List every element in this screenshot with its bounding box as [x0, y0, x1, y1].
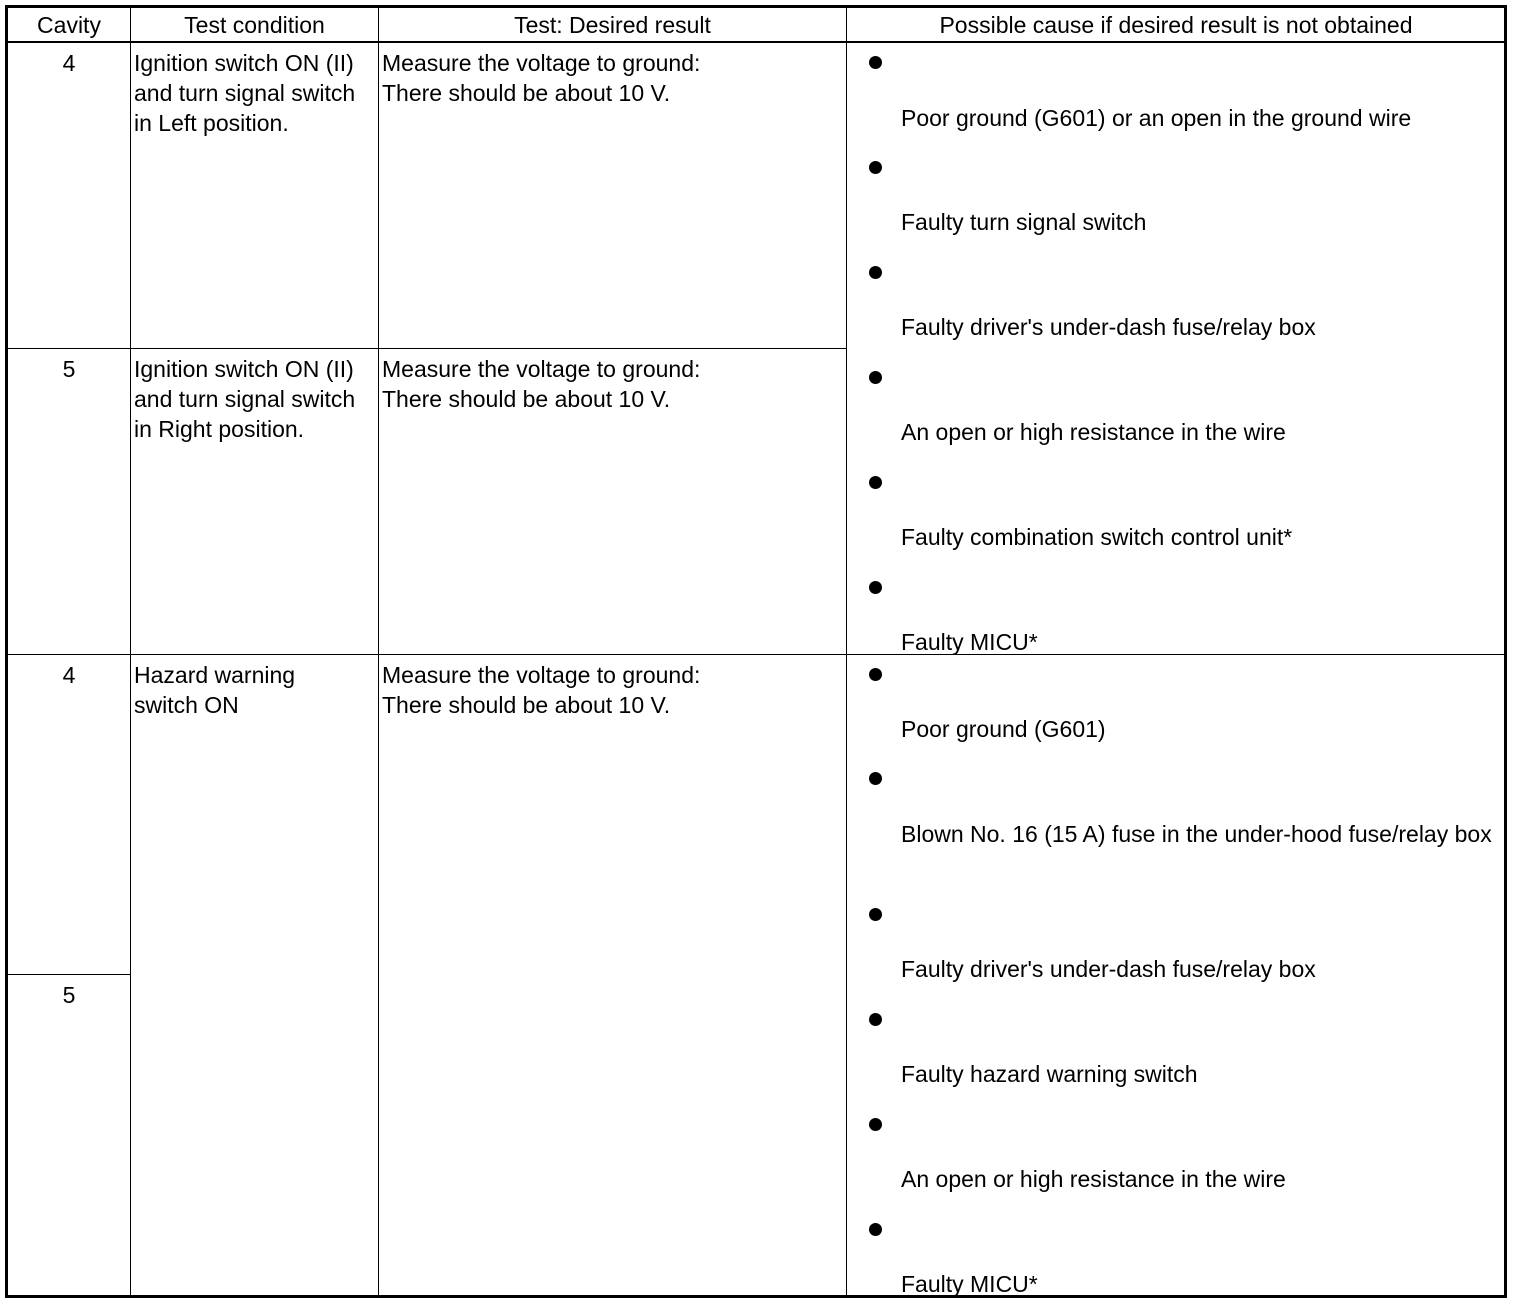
bullet-icon: [869, 266, 882, 279]
header-test-condition: Test condition: [184, 12, 325, 38]
desired-result-line: There should be about 10 V.: [382, 692, 671, 718]
desired-result-line: Measure the voltage to ground:: [382, 662, 701, 688]
bullet-icon: [869, 581, 882, 594]
test-condition-line: Ignition switch ON (II): [134, 50, 354, 76]
column-divider-condition: [378, 8, 379, 1296]
test-condition-line: in Left position.: [134, 110, 289, 136]
possible-cause-item: Poor ground (G601): [901, 716, 1106, 742]
header-cavity: Cavity: [37, 12, 101, 38]
possible-cause-item: An open or high resistance in the wire: [901, 1166, 1286, 1192]
possible-cause-item: Faulty hazard warning switch: [901, 1061, 1198, 1087]
possible-cause-item: Poor ground (G601) or an open in the ground wire: [901, 105, 1412, 131]
bullet-icon: [869, 908, 882, 921]
header-desired-result: Test: Desired result: [514, 12, 711, 38]
test-condition-line: and turn signal switch: [134, 386, 356, 412]
bullet-icon: [869, 1013, 882, 1026]
test-condition-line: switch ON: [134, 692, 239, 718]
possible-cause-item: Faulty driver's under-dash fuse/relay box: [901, 314, 1316, 340]
desired-result-line: Measure the voltage to ground:: [382, 50, 701, 76]
desired-result-line: Measure the voltage to ground:: [382, 356, 701, 382]
cavity-number: 5: [62, 356, 76, 382]
possible-cause-item: Faulty combination switch control unit*: [901, 524, 1293, 550]
bullet-icon: [869, 668, 882, 681]
possible-cause-item: An open or high resistance in the wire: [901, 419, 1286, 445]
possible-cause-item: Faulty turn signal switch: [901, 209, 1147, 235]
bullet-icon: [869, 56, 882, 69]
cavity-number: 4: [62, 662, 76, 688]
bullet-icon: [869, 1223, 882, 1236]
cavity-number: 5: [62, 982, 76, 1008]
row-divider-group2-cavity: [8, 974, 130, 975]
bullet-icon: [869, 371, 882, 384]
test-condition-line: Hazard warning: [134, 662, 296, 688]
possible-cause-item: Faulty MICU*: [901, 1271, 1038, 1297]
possible-cause-item: Blown No. 16 (15 A) fuse in the under-hood fuse/relay box: [901, 821, 1492, 847]
bullet-icon: [869, 772, 882, 785]
desired-result-line: There should be about 10 V.: [382, 80, 671, 106]
column-divider-result: [846, 8, 847, 1296]
cavity-number: 4: [62, 50, 76, 76]
possible-cause-item: Faulty MICU*: [901, 629, 1038, 655]
bullet-icon: [869, 476, 882, 489]
bullet-icon: [869, 1118, 882, 1131]
desired-result-line: There should be about 10 V.: [382, 386, 671, 412]
possible-cause-item: Faulty driver's under-dash fuse/relay box: [901, 956, 1316, 982]
bullet-icon: [869, 161, 882, 174]
column-divider-cavity: [130, 8, 131, 1296]
header-bottom-rule: [8, 41, 1505, 43]
header-possible-cause: Possible cause if desired result is not obtained: [939, 12, 1413, 38]
test-condition-line: and turn signal switch: [134, 80, 356, 106]
row-divider-group1: [8, 348, 846, 349]
test-condition-line: Ignition switch ON (II): [134, 356, 354, 382]
test-condition-line: in Right position.: [134, 416, 305, 442]
